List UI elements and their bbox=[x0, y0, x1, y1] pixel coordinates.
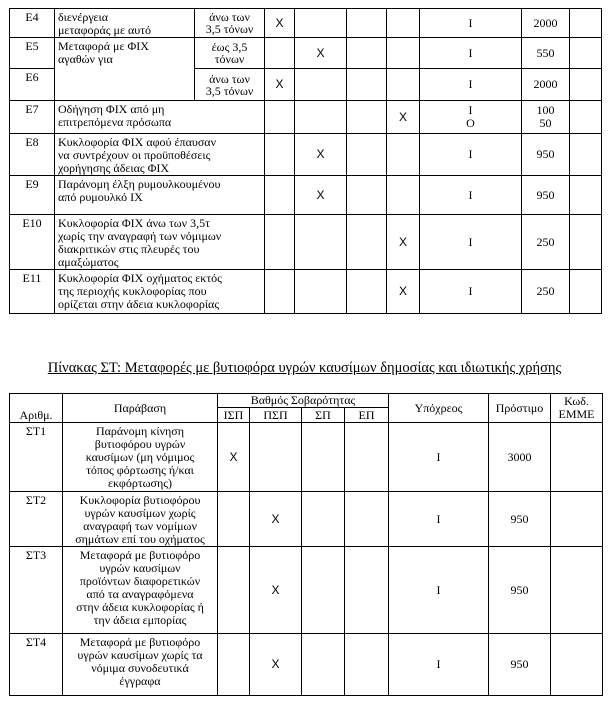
row-code: ΣΤ3 bbox=[10, 547, 63, 634]
row-code: E10 bbox=[10, 215, 55, 270]
row-obligor: I bbox=[420, 9, 522, 38]
table-row bbox=[10, 492, 603, 547]
header-violation: Παράβαση bbox=[63, 394, 218, 423]
row-fine: 950 bbox=[489, 547, 551, 634]
severity-psp bbox=[295, 101, 347, 134]
severity-sp bbox=[347, 9, 387, 38]
row-fine: 950 bbox=[522, 176, 570, 215]
row-emme bbox=[570, 134, 602, 176]
row-code: ΣΤ4 bbox=[10, 634, 63, 696]
table-st-caption: Πίνακας ΣΤ: Μεταφορές με βυτιοφόρα υγρών καυσίμων δημοσίας και ιδιωτικής χρήσης bbox=[47, 360, 562, 376]
severity-isp: X bbox=[265, 69, 295, 101]
row-fine: 2000 bbox=[522, 9, 570, 38]
row-description: Παράνομη κίνηση βυτιοφόρου υγρών καυσίμων (μη νόμιμος τόπος φόρτωσης ή/και εκφόρτωσης) bbox=[63, 423, 218, 492]
row-fine: 2000 bbox=[522, 69, 570, 101]
severity-ep bbox=[345, 634, 389, 696]
severity-isp bbox=[218, 634, 250, 696]
row-obligor: I O bbox=[420, 101, 522, 134]
severity-ep bbox=[387, 9, 420, 38]
severity-sp bbox=[347, 270, 387, 314]
header-num: Αριθμ. bbox=[10, 394, 63, 423]
row-code: E5 bbox=[10, 38, 55, 69]
row-fine: 950 bbox=[489, 634, 551, 696]
row-fine: 950 bbox=[522, 134, 570, 176]
row-obligor: I bbox=[420, 270, 522, 314]
row-code: E4 bbox=[10, 9, 55, 38]
row-code: ΣΤ1 bbox=[10, 423, 63, 492]
fuel-tanker-violations-table bbox=[9, 393, 603, 696]
severity-ep bbox=[387, 176, 420, 215]
header-fine: Πρόστιμο bbox=[489, 394, 551, 423]
severity-psp: X bbox=[250, 547, 302, 634]
row-obligor: I bbox=[420, 69, 522, 101]
severity-isp bbox=[218, 547, 250, 634]
table-row bbox=[10, 101, 602, 134]
table-row bbox=[10, 38, 602, 69]
row-description: Παράνομη έλξη ρυμουλκουμένου από ρυμουλκό ΙΧ bbox=[55, 176, 265, 215]
severity-ep bbox=[387, 134, 420, 176]
severity-isp bbox=[265, 215, 295, 270]
row-description: Μεταφορά με ΦΙΧ αγαθών για bbox=[55, 38, 195, 101]
severity-isp bbox=[265, 38, 295, 69]
table-row bbox=[10, 547, 603, 634]
row-description: Κυκλοφορία ΦΙΧ αφού έπαυσαν να συντρέχουν οι προϋποθέσεις χορήγησης άδειας ΦΙΧ bbox=[55, 134, 265, 176]
severity-sp bbox=[347, 176, 387, 215]
severity-ep: X bbox=[387, 101, 420, 134]
severity-psp bbox=[295, 215, 347, 270]
severity-psp: X bbox=[295, 176, 347, 215]
row-description: Κυκλοφορία ΦΙΧ άνω των 3,5τ χωρίς την αναγραφή των νόμιμων διακριτικών στις πλευρές του αμαξώματος bbox=[55, 215, 265, 270]
row-obligor: I bbox=[420, 215, 522, 270]
row-fine: 250 bbox=[522, 215, 570, 270]
header-ep: ΕΠ bbox=[345, 408, 389, 423]
severity-ep bbox=[345, 547, 389, 634]
row-fine: 100 50 bbox=[522, 101, 570, 134]
severity-sp bbox=[302, 492, 345, 547]
table-row bbox=[10, 9, 602, 38]
header-severity: Βαθμός Σοβαρότητας bbox=[218, 394, 389, 408]
row-code: E8 bbox=[10, 134, 55, 176]
violations-table-e bbox=[9, 8, 602, 314]
row-emme bbox=[570, 270, 602, 314]
row-emme bbox=[570, 9, 602, 38]
row-description: Κυκλοφορία βυτιοφόρου υγρών καυσίμων χωρίς αναγραφή των νομίμων σημάτων επί του οχήματος bbox=[63, 492, 218, 547]
severity-isp bbox=[265, 270, 295, 314]
severity-psp: X bbox=[250, 634, 302, 696]
severity-isp bbox=[265, 134, 295, 176]
severity-sp bbox=[347, 38, 387, 69]
row-description: Κυκλοφορία ΦΙΧ οχήματος εκτός της περιοχής κυκλοφορίας που ορίζεται στην άδεια κυκλοφορίας bbox=[55, 270, 265, 314]
row-weight: άνω των 3,5 τόνων bbox=[195, 9, 265, 38]
severity-isp bbox=[265, 176, 295, 215]
row-code: E6 bbox=[10, 69, 55, 101]
row-emme bbox=[570, 215, 602, 270]
row-emme bbox=[551, 492, 603, 547]
row-obligor: I bbox=[389, 492, 489, 547]
severity-sp bbox=[302, 634, 345, 696]
row-fine: 250 bbox=[522, 270, 570, 314]
row-obligor: I bbox=[420, 176, 522, 215]
row-obligor: I bbox=[420, 38, 522, 69]
severity-sp bbox=[347, 101, 387, 134]
header-isp: ΙΣΠ bbox=[218, 408, 250, 423]
severity-sp bbox=[302, 547, 345, 634]
row-obligor: I bbox=[389, 547, 489, 634]
row-description: Μεταφορά με βυτιοφόρο υγρών καυσίμων προϊόντων διαφορετικών από τα αναγραφόμενα στην άδεια κυκλοφορίας ή την άδεια εμπορίας bbox=[63, 547, 218, 634]
row-emme bbox=[570, 176, 602, 215]
severity-isp bbox=[218, 492, 250, 547]
severity-psp: X bbox=[250, 492, 302, 547]
header-emme: Κωδ. ΕΜΜΕ bbox=[551, 394, 603, 423]
severity-isp: X bbox=[218, 423, 250, 492]
severity-ep bbox=[387, 69, 420, 101]
row-emme bbox=[570, 101, 602, 134]
severity-psp bbox=[295, 9, 347, 38]
severity-sp bbox=[347, 69, 387, 101]
row-code: E7 bbox=[10, 101, 55, 134]
row-emme bbox=[551, 423, 603, 492]
severity-psp: X bbox=[295, 38, 347, 69]
row-emme bbox=[551, 634, 603, 696]
row-obligor: I bbox=[420, 134, 522, 176]
severity-psp bbox=[250, 423, 302, 492]
table-row bbox=[10, 134, 602, 176]
row-description: διενέργεια μεταφοράς με αυτό bbox=[55, 9, 195, 38]
table-row bbox=[10, 423, 603, 492]
severity-psp bbox=[295, 270, 347, 314]
severity-psp: X bbox=[295, 134, 347, 176]
header-sp: ΣΠ bbox=[302, 408, 345, 423]
header-obligor: Υπόχρεος bbox=[389, 394, 489, 423]
table-row bbox=[10, 270, 602, 314]
row-obligor: I bbox=[389, 634, 489, 696]
severity-ep: X bbox=[387, 270, 420, 314]
severity-psp bbox=[295, 69, 347, 101]
severity-sp bbox=[302, 423, 345, 492]
row-obligor: I bbox=[389, 423, 489, 492]
row-weight: άνω των 3,5 τόνων bbox=[195, 69, 265, 101]
table-row bbox=[10, 634, 603, 696]
severity-ep bbox=[345, 423, 389, 492]
severity-ep bbox=[387, 38, 420, 69]
header-psp: ΠΣΠ bbox=[250, 408, 302, 423]
row-fine: 3000 bbox=[489, 423, 551, 492]
severity-isp: X bbox=[265, 9, 295, 38]
row-description: Μεταφορά με βυτιοφόρο υγρών καυσίμων χωρίς τα νόμιμα συνοδευτικά έγγραφα bbox=[63, 634, 218, 696]
severity-sp bbox=[347, 215, 387, 270]
row-code: ΣΤ2 bbox=[10, 492, 63, 547]
row-fine: 550 bbox=[522, 38, 570, 69]
row-description: Οδήγηση ΦΙΧ από μη επιτρεπόμενα πρόσωπα bbox=[55, 101, 265, 134]
severity-ep bbox=[345, 492, 389, 547]
table-row bbox=[10, 215, 602, 270]
row-fine: 950 bbox=[489, 492, 551, 547]
severity-isp bbox=[265, 101, 295, 134]
row-code: E9 bbox=[10, 176, 55, 215]
row-emme bbox=[570, 38, 602, 69]
table-row bbox=[10, 176, 602, 215]
severity-ep: X bbox=[387, 215, 420, 270]
row-code: E11 bbox=[10, 270, 55, 314]
severity-sp bbox=[347, 134, 387, 176]
row-weight: έως 3,5 τόνων bbox=[195, 38, 265, 69]
row-emme bbox=[551, 547, 603, 634]
row-emme bbox=[570, 69, 602, 101]
